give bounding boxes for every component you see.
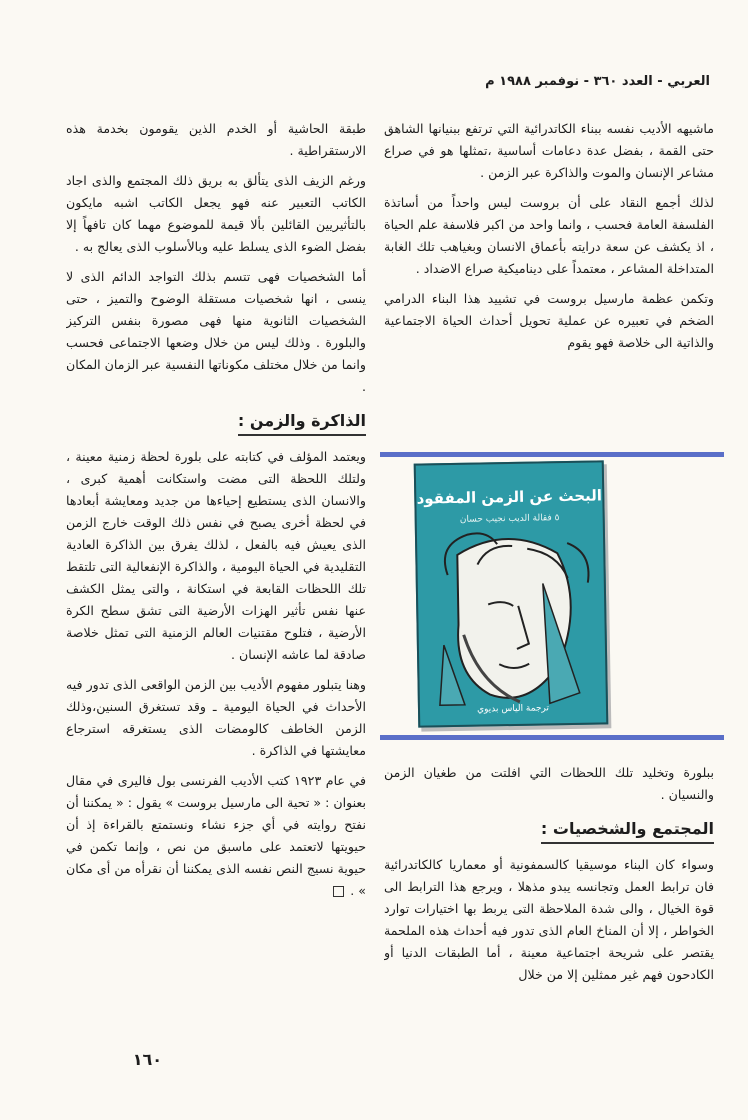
- left-column: [66, 118, 366, 1068]
- paragraph: أما الشخصيات فهى تتسم بذلك التواجد الدائم الذى لا ينسى ، انها شخصيات مستقلة الوضوح والتميز ، حتى الشخصيات الثانوية منها فهى مصورة بنفس التركيز والبلورة . وذلك ليس من خلال وضعها الاجتماعى فحسب وانما من خلال مختلف مكوناتها النفسية عبر الزمان المكان .: [66, 269, 366, 394]
- blue-divider: [380, 452, 724, 457]
- book-cover-image: [414, 460, 609, 727]
- paragraph: ورغم الزيف الذى يتألق به بريق ذلك المجتمع والذى اجاد الكاتب التعبير عنه فهو يجعل الكاتب اشبه مايكون بالتأثيريين القائلين بألا قيمة للموضوع مهما كان تافهاً إلا بفضل الضوء الذى يسلط عليه وبالأسلوب الذى يعالج به .: [66, 173, 366, 254]
- paragraph: ماشيهه الأديب نفسه ببناء الكاتدرائية التي ترتفع ببنيانها الشاهق حتى القمة ، بفضل عدة دعامات أساسية ،تمثلها هو في صراع مشاعر الإنسان والموت والذاكرة عبر الزمن .: [384, 121, 714, 180]
- book-title: البحث عن الزمن المفقود: [416, 486, 603, 508]
- paragraph: طبقة الحاشية أو الخدم الذين يقومون بخدمة هذه الارستقراطية .: [66, 121, 366, 158]
- paragraph: ببلورة وتخليد تلك اللحظات التي افلتت من طغيان الزمن والنسيان .: [384, 765, 714, 802]
- right-column-top: [384, 118, 714, 438]
- paragraph: [66, 770, 366, 902]
- face-illustration: [417, 522, 606, 715]
- paragraph: وسواء كان البناء موسيقيا كالسمفونية أو معماريا كالكاتدرائية فان ترابط العمل وتجانسه يبدو مذهلا ، ويرجع هذا الترابط الى قوة الخيال ، والى شدة الملاحظة التى يربط بها اختيارات توارد الخواطر ، إلا أن المناخ العام الذى تدور فيه أحداث هذه الملحمة يقتصر على شريحة اجتماعية معينة ، أما الطبقات الدنيا أو الكادحون فهم غير ممثلين إلا من خلال: [384, 857, 714, 982]
- blue-divider: [380, 735, 724, 740]
- book-author: ٥ فقالة الديب نجيب حسان: [459, 513, 560, 525]
- section-heading-memory-time: الذاكرة والزمن :: [238, 410, 366, 436]
- page-number: ١٦٠: [132, 1050, 162, 1069]
- paragraph-text: في عام ١٩٢٣ كتب الأديب الفرنسى بول فاليرى في مقال بعنوان : « تحية الى مارسيل بروست » يقول : « يمكننا أن نفتح روايته في أي جزء نشاء ونستمتع بالقراءة إذ أن حيويتها لاتعتمد على ماسبق من نص ، وإنما تكمن في حيوية نسيج النص نفسه الذى يمكننا أن نقرأه من أى مكان » .: [66, 773, 366, 898]
- paragraph: وتكمن عظمة مارسيل بروست في تشييد هذا البناء الدرامي الضخم في تعبيره عن عملية تحويل أحداث الحياة الاجتماعية والذاتية الى خلاصة فهو يقوم: [384, 291, 714, 350]
- book-translator: ترجمة الياس بديوي: [476, 703, 550, 715]
- section-heading-society-characters: المجتمع والشخصيات :: [541, 818, 714, 844]
- running-head: العربي - العدد ٣٦٠ - نوفمبر ١٩٨٨ م: [485, 74, 710, 89]
- paragraph: لذلك أجمع النقاد على أن بروست ليس واحداً من أساتذة الفلسفة العامة فحسب ، وانما واحد من اكبر فلاسفة علم الحياة ، اذ يكشف عن سعة درايته بأعماق الانسان وبغياهب تلك الغابة المتداخلة المشاعر ، معتمداً على ديناميكية صراع الاضداد .: [384, 195, 714, 276]
- paragraph: وهنا يتبلور مفهوم الأديب بين الزمن الواقعى الذى تدور فيه الأحداث في الحياة اليومية ـ وقد تستغرق السنين،وذلك الزمن الخاطف كالومضات الذى يستغرقه استرجاع معايشتها في الذاكرة .: [66, 677, 366, 758]
- paragraph: ويعتمد المؤلف في كتابته على بلورة لحظة زمنية معينة ، ولتلك اللحظة التى مضت واستكانت أهمية كبرى ، والانسان الذى يستطيع إحياءها من جديد ومعايشة أبعادها في لحظة أخرى يصبح في نفس ذلك الوقت خارج الزمن الذى يعيش فيه بالفعل ، لذلك يفرق بين الذاكرة العادية التقليدية في الحياة اليومية ، والذاكرة الإنفعالية التى تلتقط تلك اللحظات القابعة في استكانة ، والتى يمثل الكشف عنها نفس تأثير الهزات الأرضية التى تشق سطح الكرة الأرضية ، فتلوح مقتنيات العالم الزمنية التى تمثل خلاصة صادقة لما عاشه الإنسان .: [66, 449, 366, 662]
- right-column-bottom: [384, 762, 714, 1062]
- end-of-article-icon: [333, 886, 344, 897]
